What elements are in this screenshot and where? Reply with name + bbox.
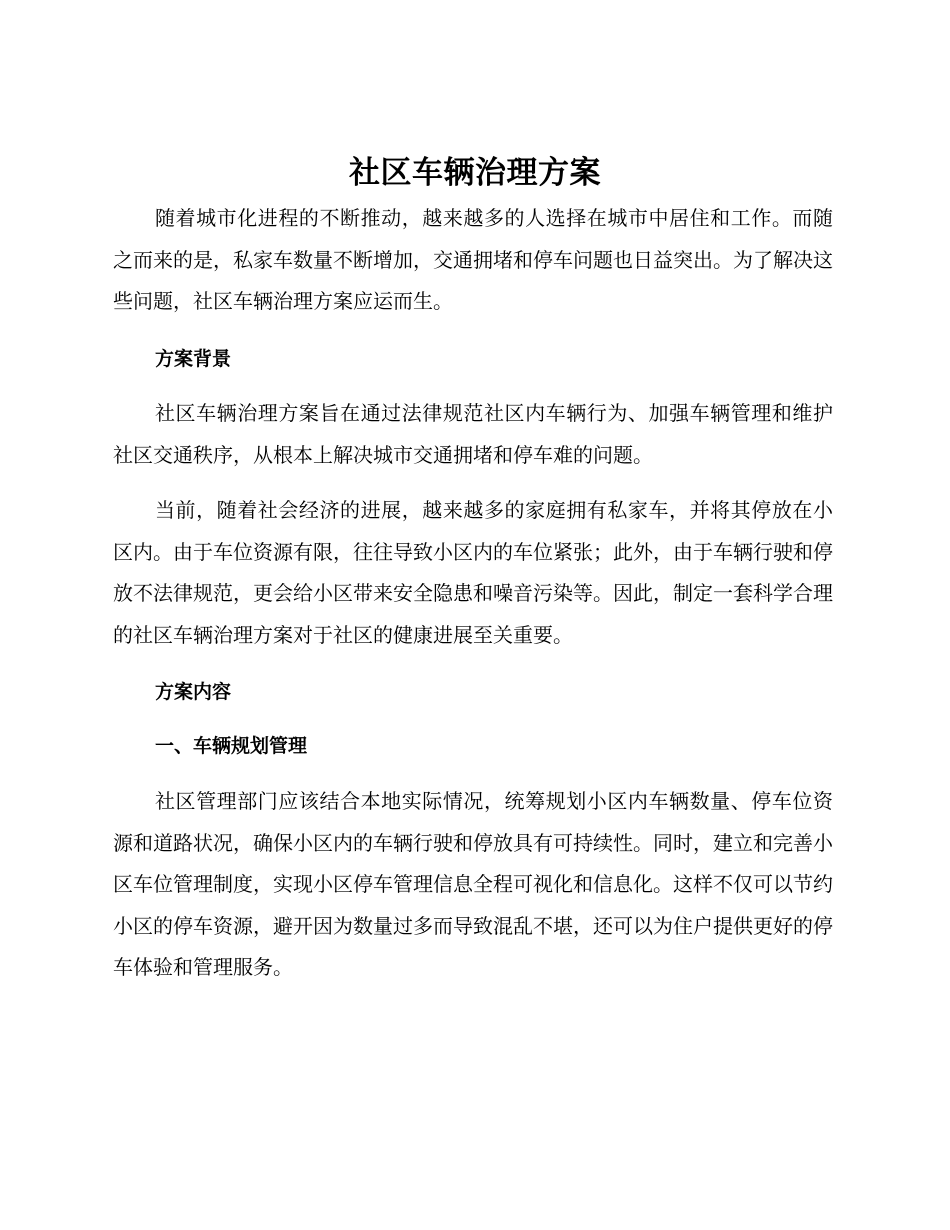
intro-paragraph: 随着城市化进程的不断推动，越来越多的人选择在城市中居住和工作。而随之而来的是，私家车数量不断增加，交通拥堵和停车问题也日益突出。为了解决这些问题，社区车辆治理方案应运而生。 [113, 206, 833, 313]
content-heading: 方案内容 [155, 681, 232, 703]
background-paragraph-1: 社区车辆治理方案旨在通过法律规范社区内车辆行为、加强车辆管理和维护社区交通秩序，从根本上解决城市交通拥堵和停车难的问题。 [113, 401, 833, 467]
background-paragraph-2: 当前，随着社会经济的进展，越来越多的家庭拥有私家车，并将其停放在小区内。由于车位资源有限，往往导致小区内的车位紧张；此外，由于车辆行驶和停放不法律规范，更会给小区带来安全隐患和噪音污染等。因此，制定一套科学合理的社区车辆治理方案对于社区的健康进展至关重要。 [113, 498, 833, 647]
background-heading: 方案背景 [155, 348, 232, 370]
document-title: 社区车辆治理方案 [349, 155, 601, 191]
section-1-heading: 一、车辆规划管理 [155, 735, 308, 757]
section-1-paragraph: 社区管理部门应该结合本地实际情况，统筹规划小区内车辆数量、停车位资源和道路状况，确保小区内的车辆行驶和停放具有可持续性。同时，建立和完善小区车位管理制度，实现小区停车管理信息全程可视化和信息化。这样不仅可以节约小区的停车资源，避开因为数量过多而导致混乱不堪，还可以为住户提供更好的停车体验和管理服务。 [113, 789, 833, 979]
